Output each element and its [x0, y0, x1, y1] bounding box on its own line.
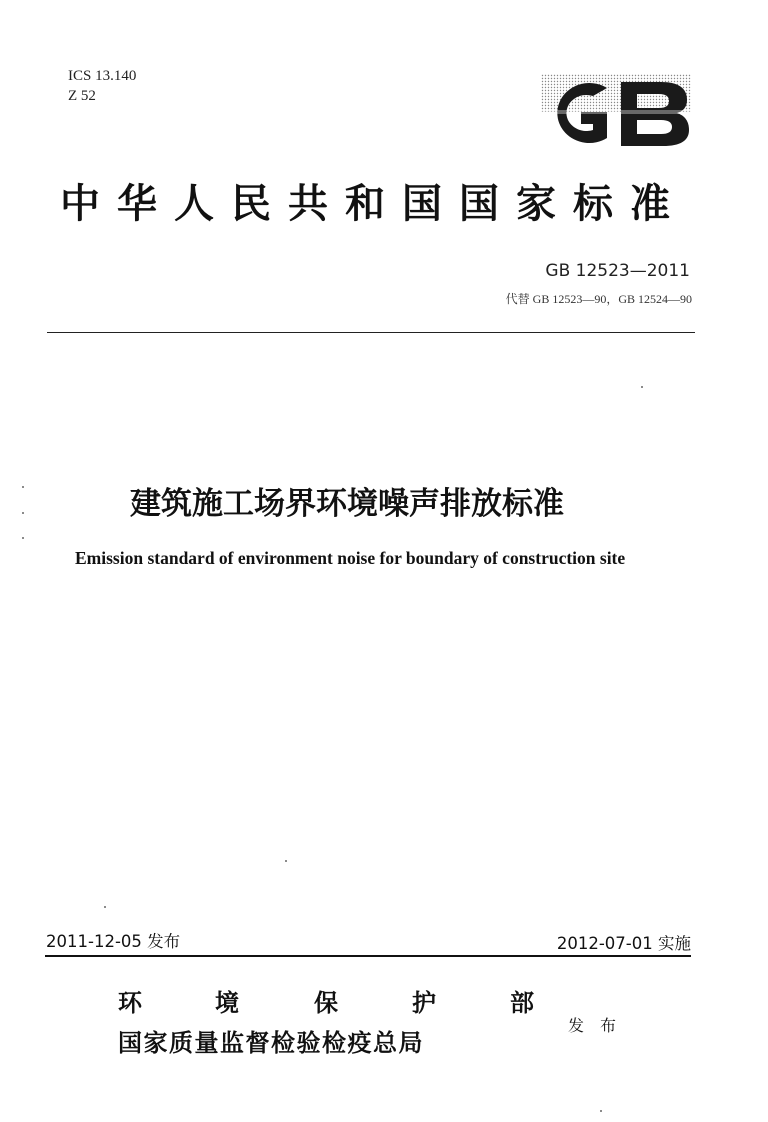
scan-speck [600, 1110, 602, 1112]
scan-speck [641, 386, 643, 388]
issuer-administration: 国家质量监督检验检疫总局 [118, 1028, 424, 1057]
gb-logo-icon [541, 74, 691, 152]
footer-rule [45, 955, 691, 957]
replaces-note: 代替 GB 12523—90，GB 12524—90 [505, 292, 692, 306]
issuer-ministry-char: 保 [314, 988, 338, 1017]
national-standard-heading: 中华人民共和国国家标准 [60, 180, 687, 227]
publish-label: 发布 [568, 1016, 633, 1035]
scan-speck [285, 860, 287, 862]
standard-number: GB 12523—2011 [545, 261, 690, 281]
ics-code: ICS 13.140 [68, 68, 137, 84]
issuer-ministry-char: 部 [510, 988, 534, 1017]
issuer-ministry-char: 护 [412, 988, 436, 1017]
scan-speck [104, 906, 106, 908]
ccs-code: Z 52 [68, 88, 96, 104]
issuer-ministry-char: 环 [118, 988, 142, 1017]
issuer-ministry-char: 境 [215, 988, 239, 1017]
scan-speck [22, 512, 24, 514]
english-title: Emission standard of environment noise for boundary of construction site [75, 548, 626, 568]
implementation-date: 2012-07-01 实施 [556, 934, 691, 953]
header-rule [47, 332, 695, 333]
chinese-title: 建筑施工场界环境噪声排放标准 [130, 486, 564, 522]
scan-speck [22, 486, 24, 488]
issue-date: 2011-12-05 发布 [46, 932, 181, 951]
scan-speck [22, 537, 24, 539]
